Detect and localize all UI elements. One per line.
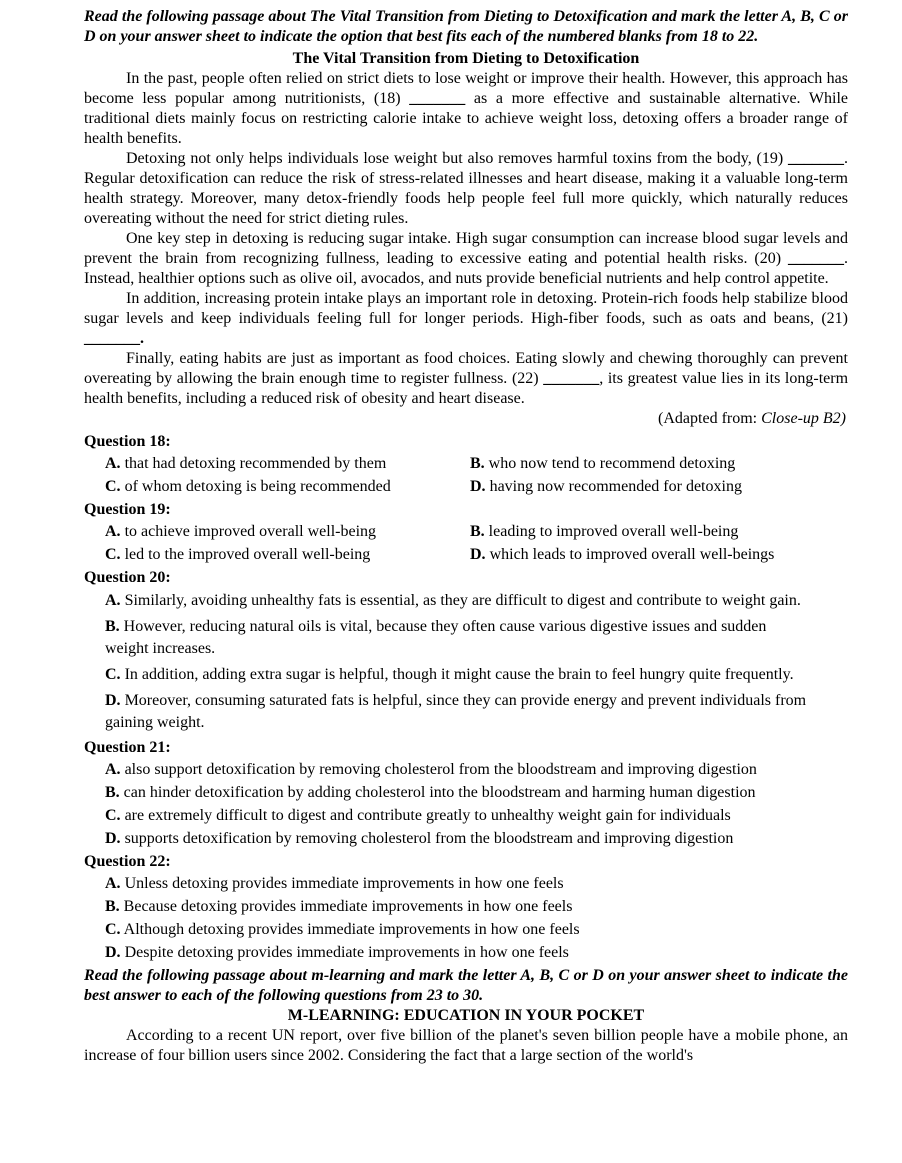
option-a[interactable]	[105, 760, 848, 780]
option-letter: B.	[105, 784, 120, 801]
option-grid	[84, 454, 848, 497]
blank-20: _______	[788, 250, 844, 267]
option-c[interactable]	[105, 920, 848, 940]
paragraph-text: In the past, people often relied on strict diets to lose weight or improve their health. However, this approach has become less popular among nutritionists, (18)	[84, 70, 848, 107]
passage-1-title: The Vital Transition from Dieting to Detoxification	[292, 50, 640, 67]
option-letter: A.	[105, 761, 121, 778]
option-d[interactable]	[105, 943, 848, 963]
option-letter: D.	[105, 692, 121, 709]
passage-2-paragraph-1: According to a recent UN report, over five billion of the planet's seven billion people have a mobile phone, an increase of four billion users since 2002. Considering the fact that a large section of the world's	[84, 1027, 848, 1064]
option-text: However, reducing natural oils is vital, because they often cause various digestive issues and sudden weight increases.	[105, 618, 767, 657]
option-text: to achieve improved overall well-being	[120, 523, 377, 540]
option-text: Although detoxing provides immediate improvements in how one feels	[120, 921, 580, 938]
option-c[interactable]	[105, 477, 470, 497]
option-c[interactable]	[105, 545, 470, 565]
option-text: Unless detoxing provides immediate improvements in how one feels	[120, 875, 564, 892]
question-22	[84, 852, 848, 963]
paragraph-text: Detoxing not only helps individuals lose weight but also removes harmful toxins from the body, (19)	[126, 150, 788, 167]
option-text: of whom detoxing is being recommended	[120, 478, 391, 495]
option-letter: C.	[105, 546, 121, 563]
passage-1-paragraph-4	[84, 289, 848, 349]
exam-page	[84, 7, 848, 1066]
option-text: Because detoxing provides immediate improvements in how one feels	[119, 898, 573, 915]
paragraph-text: , its greatest value lies in its long-term health benefits, including a reduced risk of obesity and heart disease.	[84, 370, 849, 407]
option-text: Despite detoxing provides immediate improvements in how one feels	[120, 944, 569, 961]
option-text: leading to improved overall well-being	[484, 523, 739, 540]
question-label: Question 21:	[84, 739, 171, 756]
option-letter: B.	[470, 455, 485, 472]
option-letter: C.	[105, 921, 121, 938]
option-c[interactable]	[105, 806, 848, 826]
question-21	[84, 738, 848, 849]
passage-1-paragraph-1	[84, 69, 848, 149]
source-title: Close-up B2)	[761, 410, 846, 427]
question-18	[84, 432, 848, 497]
blank-21: _______.	[84, 330, 144, 347]
question-19	[84, 500, 848, 565]
blank-19: _______	[788, 150, 844, 167]
option-d[interactable]	[105, 829, 848, 849]
option-letter: A.	[105, 875, 121, 892]
paragraph-text: One key step in detoxing is reducing sugar intake. High sugar consumption can increase blood sugar levels and prevent the brain from recognizing fullness, leading to excessive eating and potential health risks. (20)	[84, 230, 848, 267]
option-letter: C.	[105, 478, 121, 495]
option-letter: B.	[105, 898, 120, 915]
option-list	[84, 590, 848, 734]
option-a[interactable]	[105, 590, 848, 612]
option-letter: B.	[470, 523, 485, 540]
passage-1-paragraph-3	[84, 229, 848, 289]
option-text: Similarly, avoiding unhealthy fats is essential, as they are difficult to digest and contribute to weight gain.	[120, 592, 801, 609]
option-letter: A.	[105, 455, 121, 472]
blank-18: _______	[409, 90, 466, 107]
option-text: In addition, adding extra sugar is helpful, though it might cause the brain to feel hungry quite frequently.	[120, 666, 794, 683]
question-label: Question 19:	[84, 501, 171, 518]
option-d[interactable]	[470, 545, 848, 565]
option-a[interactable]	[105, 522, 470, 542]
option-text: are extremely difficult to digest and contribute greatly to unhealthy weight gain for individuals	[120, 807, 731, 824]
option-text: supports detoxification by removing cholesterol from the bloodstream and improving digestion	[120, 830, 734, 847]
option-d[interactable]	[470, 477, 848, 497]
option-text: having now recommended for detoxing	[485, 478, 742, 495]
passage-1-paragraph-2	[84, 149, 848, 229]
option-b[interactable]	[470, 522, 848, 542]
option-letter: D.	[105, 830, 121, 847]
passage-2-title: M-LEARNING: EDUCATION IN YOUR POCKET	[287, 1007, 645, 1024]
option-b[interactable]	[105, 783, 848, 803]
option-b[interactable]	[105, 616, 848, 660]
paragraph-text: In addition, increasing protein intake plays an important role in detoxing. Protein-rich foods help stabilize blood sugar levels and keep individuals feeling full for longer periods. High-fiber foods, such as oats and beans, (21)	[84, 290, 848, 327]
paragraph-text: . Instead, healthier options such as olive oil, avocados, and nuts provide beneficial nutrients and help control appetite.	[84, 250, 848, 287]
option-c[interactable]	[105, 664, 848, 686]
option-list	[84, 874, 848, 963]
question-label: Question 18:	[84, 433, 171, 450]
source-prefix: (Adapted from:	[658, 410, 762, 427]
question-20	[84, 568, 848, 734]
option-a[interactable]	[105, 454, 470, 474]
source-citation	[84, 409, 848, 429]
option-letter: C.	[105, 666, 121, 683]
option-letter: D.	[105, 944, 121, 961]
option-letter: A.	[105, 523, 121, 540]
paragraph-text: as a more effective and sustainable alternative. While traditional diets mainly focus on restricting calorie intake to achieve weight loss, detoxing offers a broader range of health benefits.	[84, 90, 849, 147]
paragraph-text: Finally, eating habits are just as important as food choices. Eating slowly and chewing thoroughly can prevent overeating by allowing the brain enough time to register fullness. (22)	[84, 350, 848, 387]
option-b[interactable]	[470, 454, 848, 474]
instruction-passage-1: Read the following passage about The Vital Transition from Dieting to Detoxification and mark the letter A, B, C or D on your answer sheet to indicate the option that best fits each of the numbered blanks from 18 to 22.	[84, 8, 848, 45]
option-text: that had detoxing recommended by them	[120, 455, 387, 472]
option-text: which leads to improved overall well-beings	[485, 546, 775, 563]
option-text: led to the improved overall well-being	[120, 546, 371, 563]
option-a[interactable]	[105, 874, 848, 894]
option-text: can hinder detoxification by adding cholesterol into the bloodstream and harming human digestion	[119, 784, 756, 801]
option-list	[84, 760, 848, 849]
instruction-passage-2: Read the following passage about m-learning and mark the letter A, B, C or D on your answer sheet to indicate the best answer to each of the following questions from 23 to 30.	[84, 967, 848, 1004]
option-text: who now tend to recommend detoxing	[484, 455, 736, 472]
option-d[interactable]	[105, 690, 848, 734]
option-letter: B.	[105, 618, 120, 635]
question-label: Question 20:	[84, 569, 171, 586]
paragraph-text: . Regular detoxification can reduce the risk of stress-related illnesses and heart disease, making it a valuable long-term health strategy. Moreover, many detox-friendly foods help people feel full more quickly, which naturally reduces overeating without the need for strict dieting rules.	[84, 150, 848, 227]
passage-1-paragraph-5	[84, 349, 848, 409]
blank-22: _______	[543, 370, 600, 387]
option-b[interactable]	[105, 897, 848, 917]
option-text: also support detoxification by removing cholesterol from the bloodstream and improving digestion	[120, 761, 757, 778]
option-grid	[84, 522, 848, 565]
option-letter: D.	[470, 478, 486, 495]
option-letter: C.	[105, 807, 121, 824]
option-letter: D.	[470, 546, 486, 563]
option-text: Moreover, consuming saturated fats is helpful, since they can provide energy and prevent individuals from gaining weight.	[105, 692, 807, 731]
option-letter: A.	[105, 592, 121, 609]
question-label: Question 22:	[84, 853, 171, 870]
